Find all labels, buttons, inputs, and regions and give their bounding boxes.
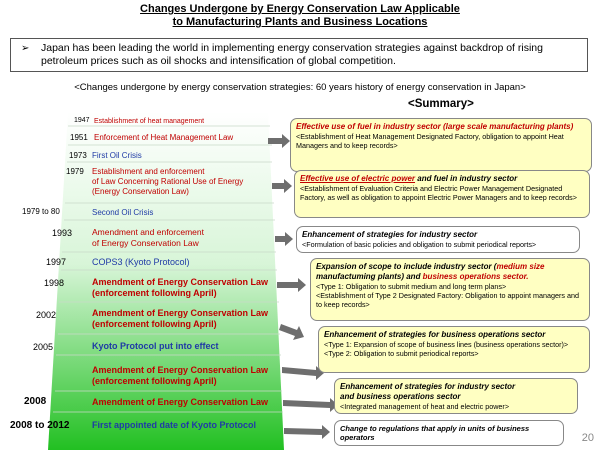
box-heading-text: Effective use of fuel in industry sector (large scale manufacturing plants) (296, 122, 574, 131)
box-heading (300, 174, 584, 184)
box-body: <Establishment of Heat Management Designated Factory, obligation to appoint Heat Managers and to keep records> (296, 132, 564, 150)
event-line: of Energy Conservation Law (92, 238, 199, 248)
timeline-year-1979-80: 1979 to 80 (22, 207, 60, 216)
box-heading-red: medium size (496, 262, 545, 271)
summary-box-6 (334, 378, 578, 414)
box-heading: Enhancement of strategies for industry sector (340, 382, 516, 391)
timeline-event-1997: COPS3 (Kyoto Protocol) (92, 257, 190, 267)
box-body: <Formulation of basic policies and obligation to submit periodical reports> (302, 240, 537, 249)
summary-box-1 (290, 118, 592, 172)
box-heading-text: Expansion of scope to include industry sector ( (316, 262, 497, 271)
summary-box-5 (318, 326, 590, 373)
box-body: <Type 2: Obligation to submit periodical reports> (324, 349, 479, 358)
timeline-event-1951: Enforcement of Heat Management Law (94, 133, 234, 142)
timeline-event-1979 (92, 167, 243, 197)
timeline-year-2002: 2002 (36, 310, 57, 320)
timeline-event-2005-amendment (92, 365, 268, 387)
event-line: Amendment of Energy Conservation Law (92, 365, 269, 375)
event-line: Amendment and enforcement (92, 227, 204, 237)
timeline-year-1993: 1993 (52, 228, 73, 238)
summary-label: <Summary> (408, 98, 474, 110)
timeline-event-2005: Kyoto Protocol put into effect (92, 341, 219, 351)
box-heading: Enhancement of strategies for business operations sector (324, 330, 546, 339)
box-body: <Integrated management of heat and electric power> (340, 402, 510, 411)
box-heading-text: and fuel in industry sector (415, 174, 518, 183)
timeline-event-1973: First Oil Crisis (92, 151, 142, 160)
box-heading: and business operations sector (340, 392, 461, 401)
box-heading-underlined: Effective use of electric power (300, 174, 416, 183)
timeline-event-2008-2012: First appointed date of Kyoto Protocol (92, 420, 256, 430)
box-body: <Type 1: Obligation to submit medium and long term plans> (316, 282, 507, 291)
summary-box-2 (294, 170, 590, 218)
page-number: 20 (581, 432, 594, 444)
arrow-bullet-icon: ➢ (21, 43, 30, 54)
box-body: <Establishment of Type 2 Designated Factory: Obligation to appoint managers and to keep records> (316, 291, 579, 309)
timeline-event-2008: Amendment of Energy Conservation Law (92, 397, 269, 407)
box-body: <Type 1: Expansion of scope of business lines (business operations sector)> (324, 340, 569, 349)
box-heading: Change to regulations that apply in units of business (340, 424, 530, 433)
timeline-event-1993 (92, 227, 204, 249)
event-line: Establishment and enforcement (92, 167, 205, 176)
event-line: Amendment of Energy Conservation Law (92, 308, 269, 318)
timeline-year-2008: 2008 (24, 396, 47, 407)
timeline-year-1951: 1951 (70, 133, 88, 142)
box-heading (296, 122, 586, 132)
timeline-year-2005: 2005 (33, 342, 54, 352)
summary-box-3 (296, 226, 580, 253)
box-heading: Enhancement of strategies for industry sector (302, 230, 478, 239)
event-line: (enforcement following April) (92, 288, 217, 298)
event-line: Amendment of Energy Conservation Law (92, 277, 269, 287)
timeline-year-1979: 1979 (66, 167, 84, 176)
event-line: (enforcement following April) (92, 319, 217, 329)
intro-text: Japan has been leading the world in implementing energy conservation strategies against backdrop of rising petroleum prices such as oil shocks and intensification of global competition. (41, 42, 543, 67)
event-line: (enforcement following April) (92, 376, 217, 386)
summary-box-7 (334, 420, 564, 446)
box-body: <Establishment of Evaluation Criteria and Electric Power Management Designated Factory, as well as obligation to appoint Electric Power Managers and to keep records> (300, 184, 577, 202)
event-line: of Law Concerning Rational Use of Energy (92, 177, 244, 186)
timeline-year-1973: 1973 (69, 151, 87, 160)
timeline-year-1997: 1997 (46, 257, 67, 267)
timeline-subtitle: <Changes undergone by energy conservation strategies: 60 years history of energy conservation in Japan> (74, 82, 526, 93)
box-heading-red: business operations sector. (422, 272, 529, 281)
title-line-2: to Manufacturing Plants and Business Locations (172, 16, 428, 28)
box-heading (316, 262, 584, 282)
box-heading: operators (340, 433, 375, 442)
timeline-year-1998: 1998 (44, 278, 65, 288)
timeline-year-1947: 1947 (74, 117, 90, 124)
summary-box-4 (310, 258, 590, 321)
timeline-event-1998 (92, 277, 268, 299)
timeline-event-1947: Establishment of heat management (94, 118, 205, 125)
event-line: (Energy Conservation Law) (92, 187, 189, 196)
box-heading-text: manufactuming plants) and (316, 272, 423, 281)
timeline-event-1979-80: Second Oil Crisis (92, 208, 154, 217)
timeline-event-2002 (92, 308, 268, 330)
title-line-1: Changes Undergone by Energy Conservation Law Applicable (140, 3, 460, 15)
timeline-year-2008-2012: 2008 to 2012 (10, 420, 70, 431)
